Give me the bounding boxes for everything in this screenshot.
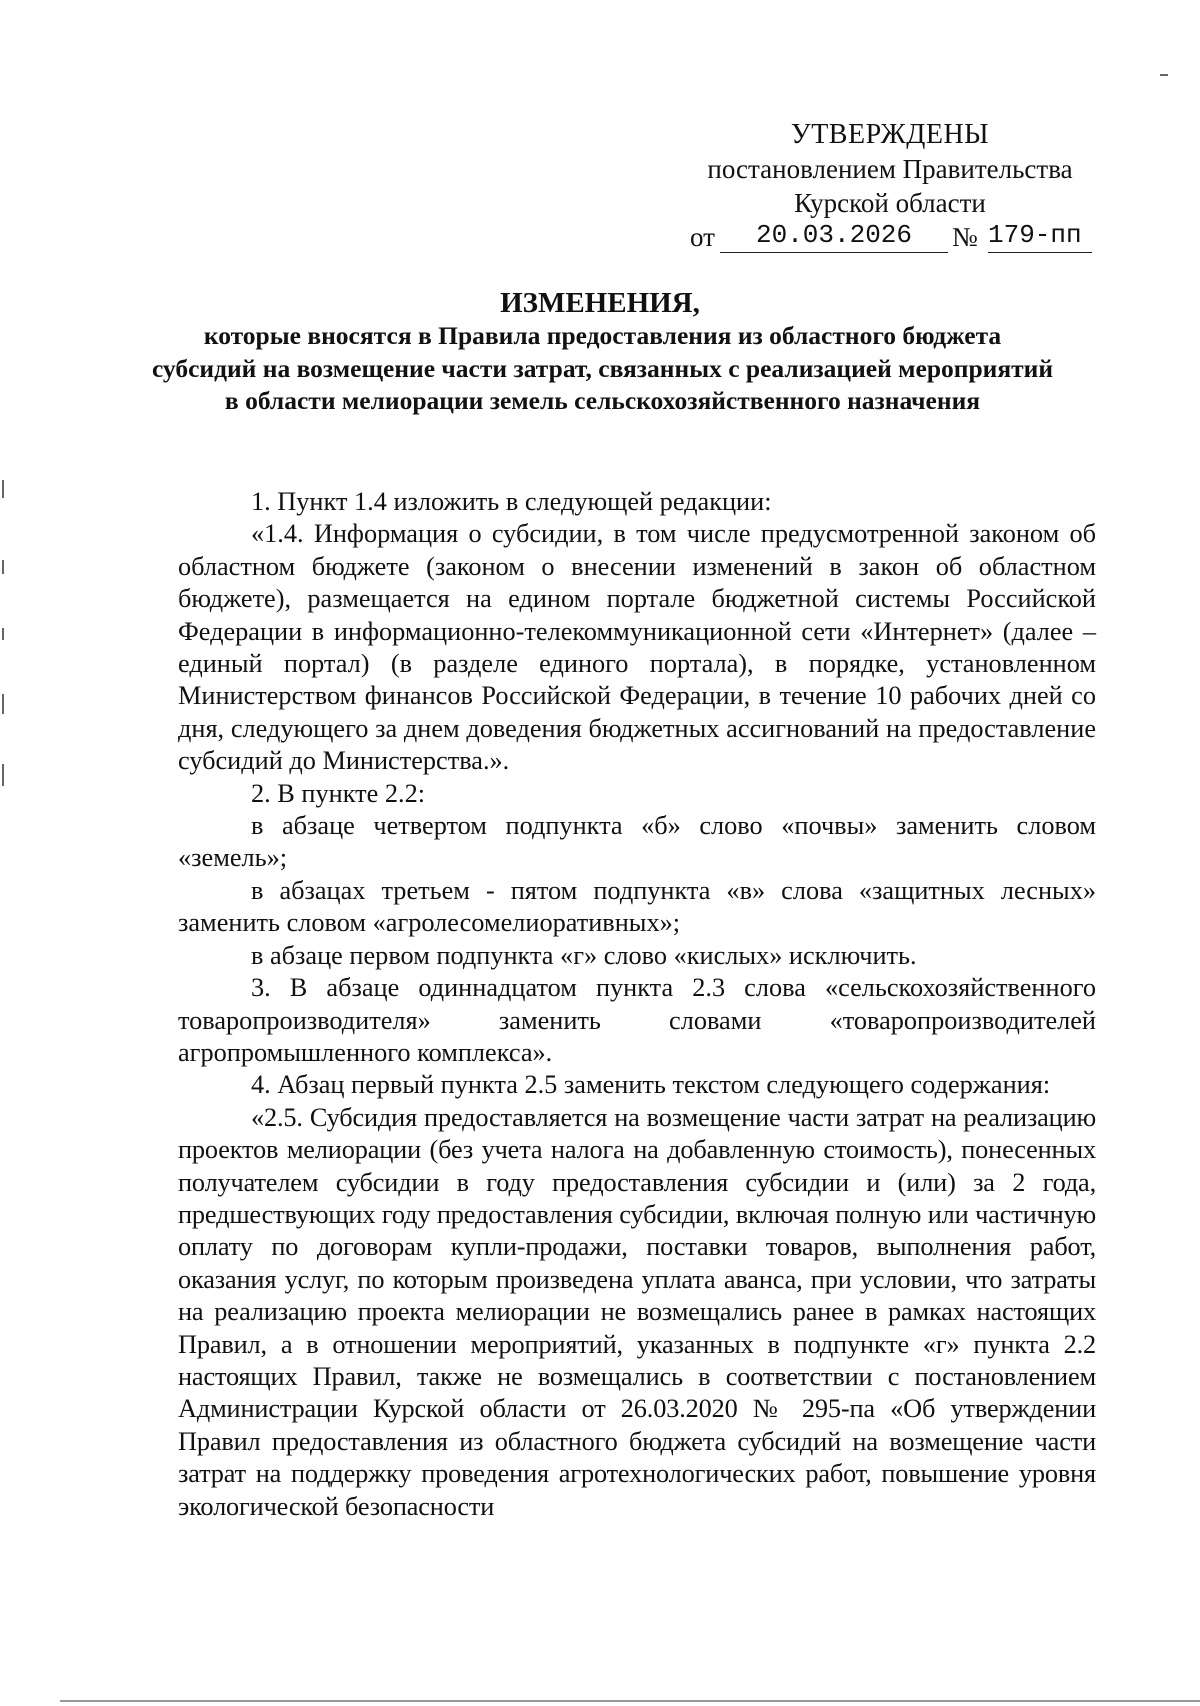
scan-mark	[1160, 74, 1168, 76]
document-subtitle: которые вносятся в Правила предоставления из областного бюджета субсидий на возмещение части затрат, связанных с реализацией мероприятий в области мелиорации земель сельскохозяйственного назначения	[151, 321, 1054, 415]
paragraph-4: в абзаце четвертом подпункта «б» слово «почвы» заменить словом «земель»;	[178, 811, 1096, 873]
paragraph-3: 2. В пункте 2.2:	[251, 778, 426, 808]
approval-number: 179-пп	[988, 220, 1092, 253]
approval-line-2: Курской области	[794, 188, 986, 218]
number-prefix: №	[952, 222, 978, 252]
paragraph-5: в абзацах третьем - пятом подпункта «в» слова «защитных лесных» заменить словом «агролесомелиоративных»;	[178, 875, 1096, 938]
date-prefix: от	[690, 222, 715, 252]
approval-title: УТВЕРЖДЕНЫ	[790, 119, 990, 150]
scan-mark	[2, 694, 4, 714]
paragraph-2: «1.4. Информация о субсидии, в том числе предусмотренной законом об областном бюджете (законом о внесении изменений в закон об областном бюджете), размещается на едином портале бюджетной системы Российской Федерации в информационно-телекоммуникационной сети «Интернет» (далее – единый портал) (в разделе единого портала), в порядке, установленном Министерством финансов Российской Федерации, в течение 10 рабочих дней со дня, следующего за днем доведения бюджетных ассигнований на предоставление субсидий до Министерства.».	[178, 519, 1096, 776]
scan-mark	[2, 560, 4, 574]
document-title: ИЗМЕНЕНИЯ,	[500, 287, 700, 319]
approval-line-1: постановлением Правительства	[707, 154, 1073, 184]
paragraph-1: 1. Пункт 1.4 изложить в следующей редакции:	[251, 487, 772, 516]
paragraph-8: 4. Абзац первый пункта 2.5 заменить текстом следующего содержания:	[251, 1070, 1051, 1100]
paragraph-9: «2.5. Субсидия предоставляется на возмещение части затрат на реализацию проектов мелиорации (без учета налога на добавленную стоимость), понесенных получателем субсидии в году предоставления субсидии и (или) за 2 года, предшествующих году предоставления субсидии, включая полную или частичную оплату по договорам купли-продажи, поставки товаров, выполнения работ, оказания услуг, по которым произведена уплата аванса, при условии, что затраты на реализацию проекта мелиорации не возмещались ранее в рамках настоящих Правил, а в отношении мероприятий, указанных в подпункте «г» пункта 2.2 настоящих Правил, также не возмещались в соответствии с постановлением Администрации Курской области от 26.03.2020 № 295-па «Об утверждении Правил предоставления из областного бюджета субсидий на возмещение части затрат на поддержку проведения агротехнологических работ, повышение уровня экологической безопасности	[178, 1102, 1096, 1521]
paragraph-6: в абзаце первом подпункта «г» слово «кислых» исключить.	[251, 940, 917, 970]
document-body	[178, 486, 1096, 1523]
scan-mark	[2, 628, 4, 640]
approval-date: 20.03.2026	[720, 220, 948, 253]
scan-edge-line	[60, 1700, 1200, 1702]
approval-date-line	[690, 222, 1090, 258]
scan-mark	[2, 764, 4, 786]
scan-mark	[2, 480, 4, 498]
approval-stamp	[680, 118, 1100, 220]
paragraph-7: 3. В абзаце одиннадцатом пункта 2.3 слова «сельскохозяйственного товаропроизводителя» заменить словами «товаропроизводителей агропромышленного комплекса».	[178, 973, 1096, 1067]
